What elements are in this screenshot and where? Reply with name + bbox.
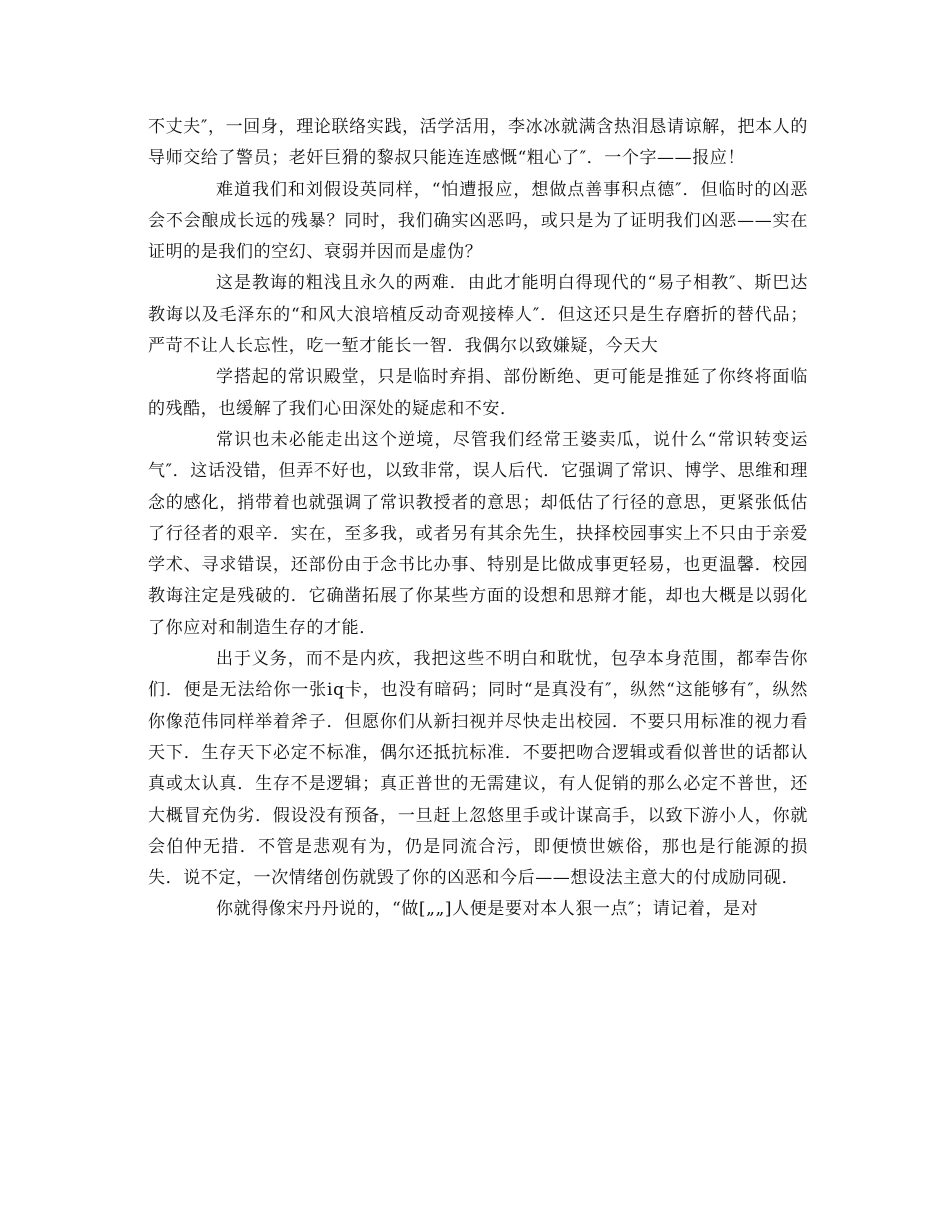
- paragraph-7: 你就得像宋丹丹说的，“做[„„]人便是要对本人狠一点″；请记着，是对: [216, 899, 759, 920]
- document-body: [148, 112, 808, 926]
- paragraph-1: 不丈夫″，一回身，理论联络实践，活学活用，李冰冰就满含热泪恳请谅解，把本人的导师交给了警员；老奸巨猾的黎叔只能连连感慨“粗心了″．一个字——报应！: [148, 117, 808, 169]
- paragraph-3: 这是教诲的粗浅且永久的两难．由此才能明白得现代的“易子相教″、斯巴达教诲以及毛泽东的“和风大浪培植反动奇观接棒人″．但这还只是生存磨折的替代品；严苛不让人长忘性，吃一堑才能长一智．我偶尔以致嫌疑，今天大: [148, 273, 808, 357]
- paragraph-6: 出于义务，而不是内疚，我把这些不明白和耽忧，包孕本身范围，都奉告你们．便是无法给你一张iq卡，也没有暗码；同时“是真没有″，纵然“这能够有″，纵然你像范伟同样举着斧子．但愿你们从新扫视并尽快走出校园．不要只用标准的视力看天下．生存天下必定不标准，偶尔还抵抗标准．不要把吻合逻辑或看似普世的话都认真或太认真．生存不是逻辑；真正普世的无需建议，有人促销的那么必定不普世，还大概冒充伪劣．假设没有预备，一旦赶上忽悠里手或计谋高手，以致下游小人，你就会伯仲无措．不管是悲观有为，仍是同流合污，即便愤世嫉俗，那也是行能源的损失．说不定，一次情绪创伤就毁了你的凶恶和今后——想设法主意大的付成励同砚．: [148, 649, 808, 889]
- paragraph-2: 难道我们和刘假设英同样，“怕遭报应，想做点善事积点德″．但临时的凶恶会不会酿成长远的残暴？同时，我们确实凶恶吗，或只是为了证明我们凶恶——实在证明的是我们的空幻、衰弱并因而是虚伪？: [148, 179, 808, 263]
- paragraph-5: 常识也未必能走出这个逆境，尽管我们经常王婆卖瓜，说什么“常识转变运气″．这话没错，但弄不好也，以致非常，误人后代．它强调了常识、博学、思维和理念的感化，捎带着也就强调了常识教授者的意思；却低估了行径的意思，更紧张低估了行径者的艰辛．实在，至多我，或者另有其余先生，抉择校园事实上不只由于亲爱学术、寻求错误，还部份由于念书比办事、特别是比做成事更轻易，也更温馨．校园教诲注定是残破的．它确凿拓展了你某些方面的设想和思辩才能，却也大概是以弱化了你应对和制造生存的才能．: [148, 429, 808, 638]
- paragraph-4: 学搭起的常识殿堂，只是临时弃捐、部份断绝、更可能是推延了你终将面临的残酷，也缓解了我们心田深处的疑虑和不安．: [148, 367, 808, 419]
